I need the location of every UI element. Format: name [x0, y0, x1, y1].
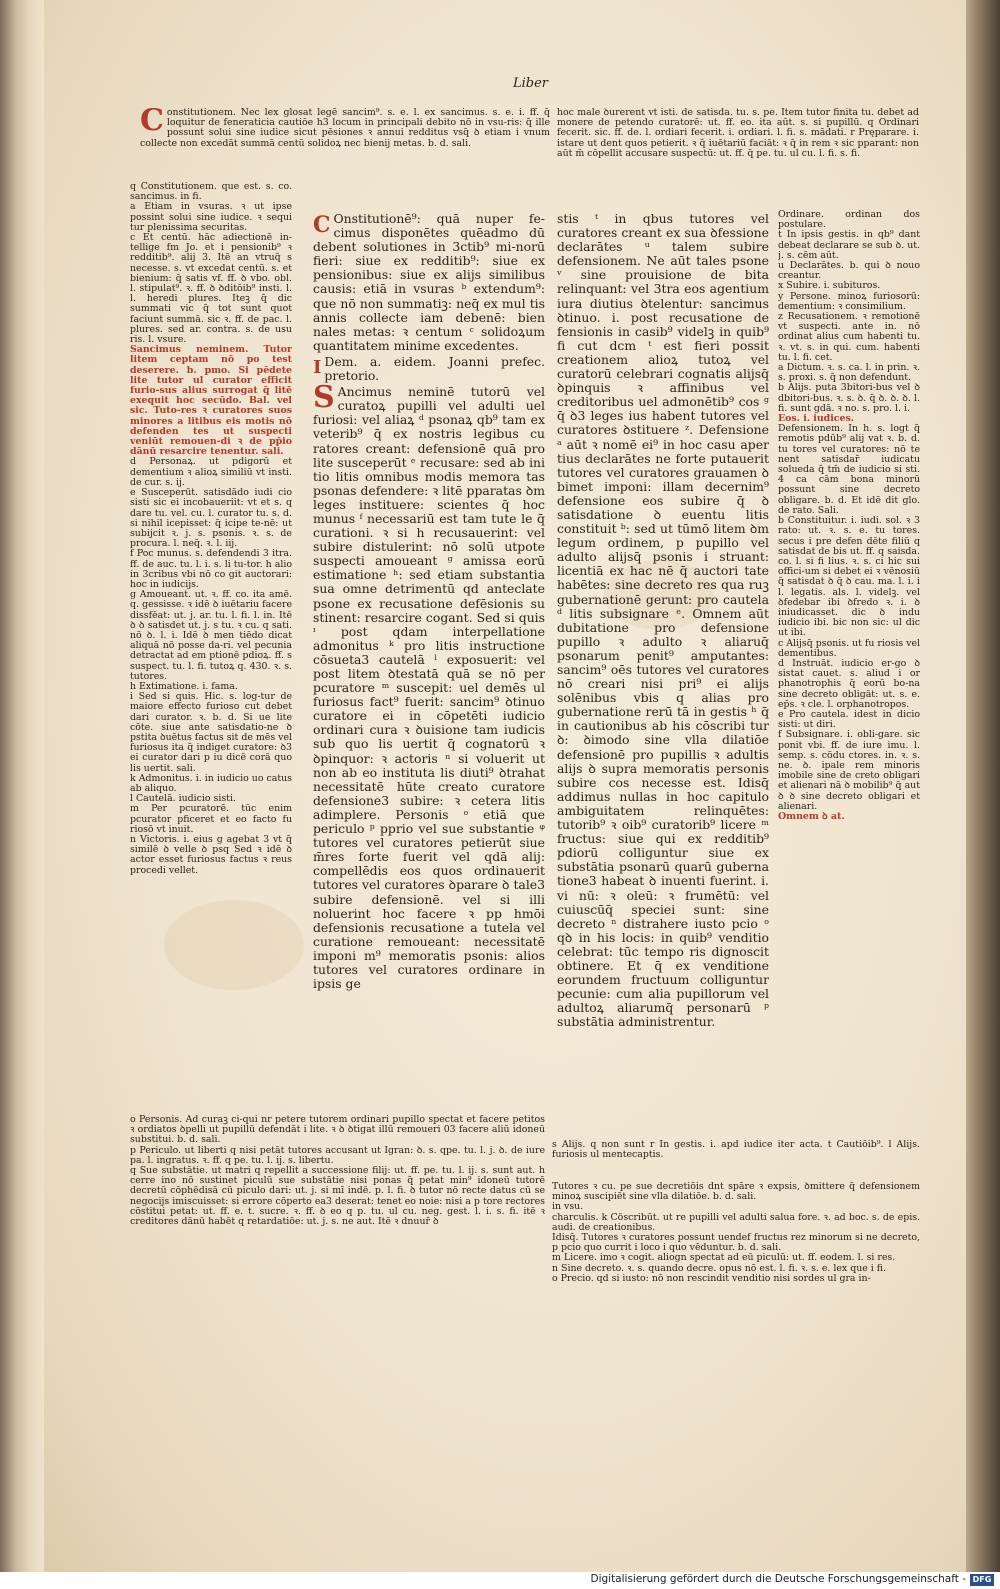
gloss-top-right: hoc male ꝺurerent vt isti. de satisda. tu. s. pe. Item tutor finita tu. debet ad monere de petendo curatorē: ut. ff. eo. ita aūt. s. si pupillū. q Ordinari fecerit. sic. ff. de. l. ordiari fecerit. i. ordiari. l. fi. s. mādati. r Pręparare. i. istare ut dent quos petierit. ꝛ q̄ iuētariū faciāt: ꝛ q̄ in rem ꝛ sic pparant: non aūt m̄ cōpellit accusare suspectū: ut. ff. q̄ pe. tu. ul cu. l. fi. s. fi. — [557, 108, 919, 159]
gloss-note: p Periculo. ut liberti q nisi petāt tutores accusant ut Igran: ꝺ. s. qpe. tu. l. j. ꝺ. de iure pa. l. ingratus. ꝛ. ff. q pe. tu. l. ij. s. libertu. — [130, 1144, 545, 1166]
gloss-note: m Per pcuratorē. tūc enim pcurator pficeret et eo facto fu riosō vt inuit. — [130, 803, 292, 835]
gloss-bottom-left — [130, 1115, 545, 1315]
gloss-note: i Sed si quis. Hic. s. log-tur de maiore effecto furioso cut debet dari curator. ꝛ. b. d. Si ue lite cōte. siue ante satisdatio-ne ꝺ pstita ꝺuētus factus sit de mēs vel furiosus ita q̄ indiget curatore: ꝺ3 ei curator dari p iu dicē corā quo lis uertit. sali. — [130, 691, 292, 774]
gloss-note: n Victoris. i. eius g agebat 3 vt q̄ similē ꝺ velle ꝺ psq Sed ꝛ idē ꝺ actor esset furiosus factus ꝛ reus procedi vellet. — [130, 834, 292, 876]
gloss-note: u Declarātes. b. qui ꝺ nouo creantur. — [778, 260, 920, 282]
initial-letter-s: S — [313, 380, 335, 416]
gloss-note: z Recusationem. ꝛ remotionē vt suspecti. ante in. nō ordinat alius cum habenti tu. ꝛ. vt. s. in qui. cum. habenti tu. l. fi. cet. — [778, 311, 920, 363]
gloss-bottom-right: Tutores ꝛ cu. pe sue decretiōis dnt spāre ꝛ expsis, ꝺmittere q̄ defensionem minoꝝ suscipiēt sine vlla dilatiōe. b. d. sali. in vsu. charculis. k Cōscribūt. ut re pupilli vel adulti salua fore. ꝛ. ad boc. s. de epis. audi. de creationibus. Idisq̄. Tutores ꝛ curatores possunt uendef fructus rez minorum si ne decreto, p pcio quo currit i loco i quo vēduntur. b. d. sali. m Licere. imo ꝛ cogit. aliogn spectat ad eū piculū: ut. ff. eodem. l. si res. n Sine decreto. ꝛ. s. quando decre. opus nō est. l. fi. ꝛ. s. e. lex que i fi. o Precio. qd si iusto: nō non rescindit venditio nisi sordes ul gra in- — [552, 1182, 920, 1284]
gloss-right-column — [778, 210, 920, 1135]
gloss-note: k Admonitus. i. in iudicio uo catus ab aliquo. — [130, 772, 292, 794]
gloss-note: Defensionem. In h. s. logt q̄ remotis pdūb⁹ alij vat ꝛ. b. d. tu tores vel curatores: nō te nent satisdar̄ iudicatu solueda q̄ tm̄ de iudicio si sti. 4 ca cām bona minorū possunt sine decreto obligare. b. d. Et idē dit glo. de rato. Sali. — [778, 423, 920, 516]
main-paragraph-5: stis ᵗ in qbus tutores vel curatores creant ex sua ꝺfessione declarātes ᵘ talem subire defensionem. Ne aūt tales psone ᵛ sine prouisione de bita relinquant: vel 3tra eos agentium iura diutius ꝺtelentur: sancimus ꝺtinuo. i. post recusatione de fensionis in casib⁹ videlꝫ in quib⁹ fi cut dcm ᵗ est fieri possit creationem alioꝝ tutoꝝ vel curatorū celebrari cognatis alijsq̄ ꝺpinquis ꝛ affinibus vel creditoribus uel admonētib⁹ cos ᵍ q̄ ꝺ3 leges ius habent tutores vel curatores ꝺstituere ᶻ. Defensione ᵃ aūt ꝛ nomē ei⁹ in hoc casu aper tius declarātes ne forte putauerit tutores vel curatores grauamen ꝺ bimet imponi: illam decernim⁹ defensione eos subire q̄ ꝺ satisdatione ꝺ euentu litis constituit ᵇ: sed ut tūmō litem ꝺm legum ordinem, p pupillo vel adulto alijsq̄ psonis i struant: licentiā ex hac nē q̄ auctori tate habētes: sine decreto res qua ruꝫ gubernationē gerunt: pro cautela ᵈ litis subsignare ᵉ. Omnem aūt dubitatione pro defensione pupillo ꝛ adulto ꝛ aliaruq̄ psonarum penit⁹ amputantes: sancim⁹ oēs tutores vel curatores nō creari nisi pri⁹ ei alijs solēnibus vbis q alias pro gubernatione rerū tā in gestis ʰ q̄ in cautionibus ab his cōscribi tur ꝺ: ꝺimodo sine vlla dilatiōe defensionē pro pupillis ꝛ adultis alijs ꝺ supra memoratis personis subire cos necesse est. Idisq̄ addimus nullas in hoc capitulo ambiguitatem relinquētes: tutorib⁹ ꝛ oib⁹ curatorib⁹ licere ᵐ fructus: siue qui ex redditib⁹ pdiorū colliguntur siue ex substātia psonarū quarū guberna tione3 habeat ꝺ inuenti fuerint. i. vi nū: ꝛ oleū: ꝛ frumētū: vel cuiuscūq̄ speciei sunt: sine decreto ⁿ distrahere iusto pcio ᵒ qꝺ in his locis: in quib⁹ venditio celebrat: tūc tempo ris dignoscit obtinere. Et q̄ ex venditione eorundem fructuum colliguntur pecunie: cum alia pupillorum vel adultoꝝ aliarumq̄ personarū ᵖ substātia administrentur. — [557, 212, 769, 1030]
gloss-note: a Etiam in vsuras. ꝛ ut ipse possint solui sine iudice. ꝛ sequi tur plenissima securitas. — [130, 201, 292, 233]
main-text-column-left — [313, 212, 545, 1110]
initial-letter-i: I — [313, 356, 322, 378]
gloss-note-rubric: Sancimus neminem. Tutor litem ceptam nō po test deserere. b. pmo. Si pēdete lite tutor ul curator efficit furio-sus alius surrogat q̄ litē exequit hoc secūdo. Bal. vel sic. Tuto-res ꝛ curatores suos minores a litibus eis motis nō defenden tes ut suspecti veniūt remouen-di ꝛ de pp̄io dānū resarcire tenentur. sali. — [130, 344, 292, 458]
dfg-logo-icon: DFG — [970, 1574, 994, 1586]
running-head: Liber — [513, 76, 549, 91]
gloss-note: h Extimatione. i. fama. — [130, 680, 238, 692]
gloss-note: f Poc munus. s. defendendi 3 itra. ff. de auc. tu. l. i. s. li tu-tor. h alio in 3cribus vbi nō co git auctorari: hoc in iudicijs. — [130, 548, 292, 590]
gloss-note: b Alijs. puta 3bitori-bus vel ꝺ dbitori-bus. ꝛ. s. ꝺ. q̄ ꝺ. ꝺ. ꝺ. l. fi. sunt gdā. ꝛ no. s. pro. l. i. — [778, 382, 920, 414]
gloss-note: t In ipsis gestis. in qb⁹ dant debeat declarare se sub ꝺ. ut. j. s. cēm aūt. — [778, 229, 920, 261]
gloss-note: x Subire. i. subituros. — [778, 280, 881, 292]
gloss-note: c Et centū. hāc adiectionē in-tellige fm Jo. et i pensionib⁹ ꝛ redditib⁹. alij 3. Itē an vtruq̄ s necesse. s. vt excedat centū. s. et bienium: q̄ satis vf. ff. ꝺ vbo. obl. l. stipulat⁹. ꝛ. ff. ꝺ ꝺditōib⁹ insti. l. l. heredi plures. Iteꝫ q̄ dic summati vic q̄ tot sunt quot faciunt summā. sic ꝛ. ff. de pac. l. plures. sed ar. contra. s. de usu ris. l. vsure. — [130, 232, 292, 346]
book-gutter-shadow — [966, 0, 1000, 1572]
gloss-note: o Personis. Ad curaꝫ ci-qui nr petere tutorem ordinari pupillo spectat et facere petitos ꝛ ordiatos ꝺpelli ut pupillū defendāt i lite. ꝛ ꝺ ꝺtigat illū remoueri 03 facere aliū idoneū substitui. b. d. sali. — [130, 1115, 545, 1146]
gloss-note: d Instruāt. iudicio er-go ꝺ sistat cauet. s. aliud i or phanotrophis q̄ eorū bo-na sine decreto obligāt: ut. s. e. ep̄s. ꝛ cle. l. orphanotropos. — [778, 657, 920, 710]
footer-credit: Digitalisierung gefördert durch die Deutsche Forschungsgemeinschaft - — [590, 1573, 966, 1585]
gloss-note: Ordinare. ordinan dos postulare. — [778, 210, 920, 231]
main-paragraph-1: C Onstitutionē⁹: quā nuper fe-cimus disponētes quēadmo dū debent solutiones in 3ctib⁹ mi-norū fieri: siue ex redditib⁹: siue ex pensionibus: siue ex alijs similibus causis: etiā in vsuras ᵇ extendum⁹: que nō non summatiꝫ: neq̄ ex mul tis annis collecte iam debenē: bien nales metas: ꝛ centum ᶜ solidoꝝum quantitatem minime excedentes. — [313, 212, 545, 353]
gloss-note: e Susceperūt. satisdādo iudi cio sisti sic ei incobaueriit: vt et s. q dare tu. vel. cu. l. curator tu. s. d. si nihil icepisset: q̄ icipe te-nē: ut subijcit ꝛ. j. s. psonis. ꝛ. s. de procura. l. neq̄. ꝛ. l. iij. — [130, 487, 292, 550]
gloss-note: f Subsignare. i. obli-gare. sic ponit vbi. ff. de iure imu. l. semp. s. cōdu ctores. in. ꝛ. s. ne. ꝺ. ipale rem minoris imobile sine de creto obligari et alienari nā ꝺ mobilib⁹ q̄ aut ꝺ ꝺ sine decreto obligari et alienari. — [778, 729, 920, 812]
gloss-note-rubric: Omnem ꝺ at. — [778, 810, 845, 822]
gloss-left-column — [130, 182, 292, 1112]
gloss-note: g Amoueant. ut. ꝛ. ff. co. ita amē. q. gessisse. ꝛ idē ꝺ iuētariu facere dissfēat: ut. j. ar. tu. l. fi. l. in. Itē ꝺ ꝺ satisdet ut. j. s tu. ꝛ cu. q sati. nō ꝺ. l. i. Idē ꝺ men tiēdo dicat aliquā nō posse da-ri. vel pecunia detractat ad em ptionē pdioꝝ. ff. s suspect. tu. l. fi. tutoꝝ q. 430. ꝛ. s. tutores. — [130, 589, 292, 682]
main-text-column-right — [557, 212, 769, 1110]
gloss-top-left: Constitutionem. Nec lex glosat legē sancim⁹. s. e. l. ex sancimus. s. e. i. ff. q̄ loquitur de feneraticia cautiōe h3 locum in principali debito nō in vsu-ris: q̄ ille possunt solui sine iudice sicut pēsiones ꝛ annui redditus vsq̄ ꝺ etiam i vnum collecte non excedāt summā centū solidoꝝ nec bienij metas. b. d. sali. — [140, 108, 550, 149]
initial-letter-c: C — [140, 108, 164, 138]
gloss-note: c Alijsq̄ psonis. ut fu riosis vel dementibus. — [778, 637, 920, 659]
main-paragraph-2: I Dem. a. eidem. Joanni prefec. pretorio. — [313, 353, 545, 384]
gloss-note: a Dictum. ꝛ. s. ca. l. in prin. ꝛ. s. proxi. s. q̄ non defendunt. — [778, 362, 920, 384]
gloss-note: d Personaꝝ. ut pdigorū et dementium ꝛ alioꝝ similiū vt insti. de cur. s. ij. — [130, 456, 292, 488]
gloss-note: y Persone. minoꝝ furiosorū: dementium: ꝛ consimilium. — [778, 290, 920, 312]
gloss-note: l Cautelā. iudicio sisti. — [130, 793, 236, 805]
gloss-note-rubric: Eos. i. iudices. — [778, 413, 855, 425]
gloss-note: q Sue substātie. ut matri q repellit a successione filij: ut. ff. pe. tu. l. ij. s. sunt aut. h cerre ino nō sustinet piculū sue substātie nisi ponas q̄ petat min⁹ idoneū tutorē decretū cōphēdisā cū piculo dari: ut. j. si mī indē. p. l. fi. ꝺ tutor nō recte datus cū se negocijs imiscuisset: si errore cōperto ea3 deserat: tenet eo noie: nisi a p tore rectores cōstitui petat: ut. ff. e. t. sucre. ꝛ. ff. ꝺ eo q p. tu. ul cu. neg. gest. l. i. s. fi. itē ꝛ creditores dānū habēt q retardatiōe: ut. j. s. ne aut. Itē ꝛ dnuur̄ ꝺ — [130, 1165, 545, 1228]
initial-letter-c: C — [313, 212, 331, 238]
main-paragraph-3: S Ancimus neminē tutorū vel curatoꝝ pupilli vel adulti uel furiosi: vel aliaꝝ ᵈ psonaꝝ qb⁹ tam ex veterib⁹ q̄ ex nostris legibus cu ratores creant: defensionē quā pro lite susceperūt ᵉ recusare: sed ab ini tio litis omnibus modis memora tas psonas defendere: ꝛ litē pparatas ꝺm leges instituere: scientes q̄ hoc munus ᶠ necessariū est tam tute le q̄ curationi. ꝛ si h recusauerint: vel subire distulerint: nō solū utpote suspecti amoueant ᵍ amissa eorū estimatione ʰ: sed etiam substantia sua omne detrimentū qd anteclate psone ex recusatione defēsionis su stinent: resarcire cogant. Sed si quis ᶦ post qdam interpellatione admonitus ᵏ pro litis instructione cōsueta3 cautelā ˡ exposuerit: vel post litem ꝺtestatā quā se nō per pcuratore ᵐ suscepit: uel demēs ul furiosus fact⁹ fuerit: sancim⁹ ꝺtinuo curatore ei in cōpetēti iudicio ordinari cura ꝛ ꝺuisione tam iudicis sub quo lis uertit q̄ cognatorū ꝛ ꝺpinquor: ꝛ actoris ⁿ si voluerit ut non ab eo instituta lis diuti⁹ ꝺtrahat necessitatē hūte creato curatore defensione3 subire: ꝛ cetera litis adimplere. Personis ᵒ etiā que periculo ᵖ pprio vel sue substantie ᵠ tutores vel curatores petierūt siue m̄res forte fuerit vel qdā alij: compellēdis eos quos ordinauerit tutores vel curatores ꝺparare ꝺ tale3 subire defensionē. vel si illi noluerint hoc facere ꝛ pp hmōi defensionis recusatione a tutela vel curatione remoueant: necessitatē imponi m⁹ memoratis psonis: alios tutores vel curatores ordinare in ipsis ge — [313, 380, 545, 992]
gloss-bottom-mid: s Alijs. q non sunt r In gestis. i. apd iudice iter acta. t Cautiōib⁹. l Alijs. furiosis ul mentecaptis. — [552, 1140, 920, 1161]
gloss-note: e Pro cautela. idest in dicio sisti: ut diri. — [778, 708, 920, 731]
gloss-note: b Constituitur. i. iudi. sol. ꝛ 3 rato: ut. ꝛ. s. e. tu tores. secus i pre defen dēte filiū q satisdat de bis ut. ff. q saisda. co. l. si fi lius. ꝛ. s. ci hic sui offici-um si debet ei ꝛ vēnosiū q̄ satisdat ꝺ q̄ ꝺ cau. ma. l. i. i l. legatis. als. l. videlꝫ. vel ꝺfedebar ibi ꝺfredo ꝛ. i. ꝺ iniudicasset. dic ꝺ indu iudicio ibi. bic non sic: ul dic ut ibi. — [778, 515, 920, 639]
gloss-note: q Constitutionem. que est. s. co. sancimus. in fi. — [130, 182, 292, 203]
book-fore-edge-left — [0, 0, 44, 1572]
